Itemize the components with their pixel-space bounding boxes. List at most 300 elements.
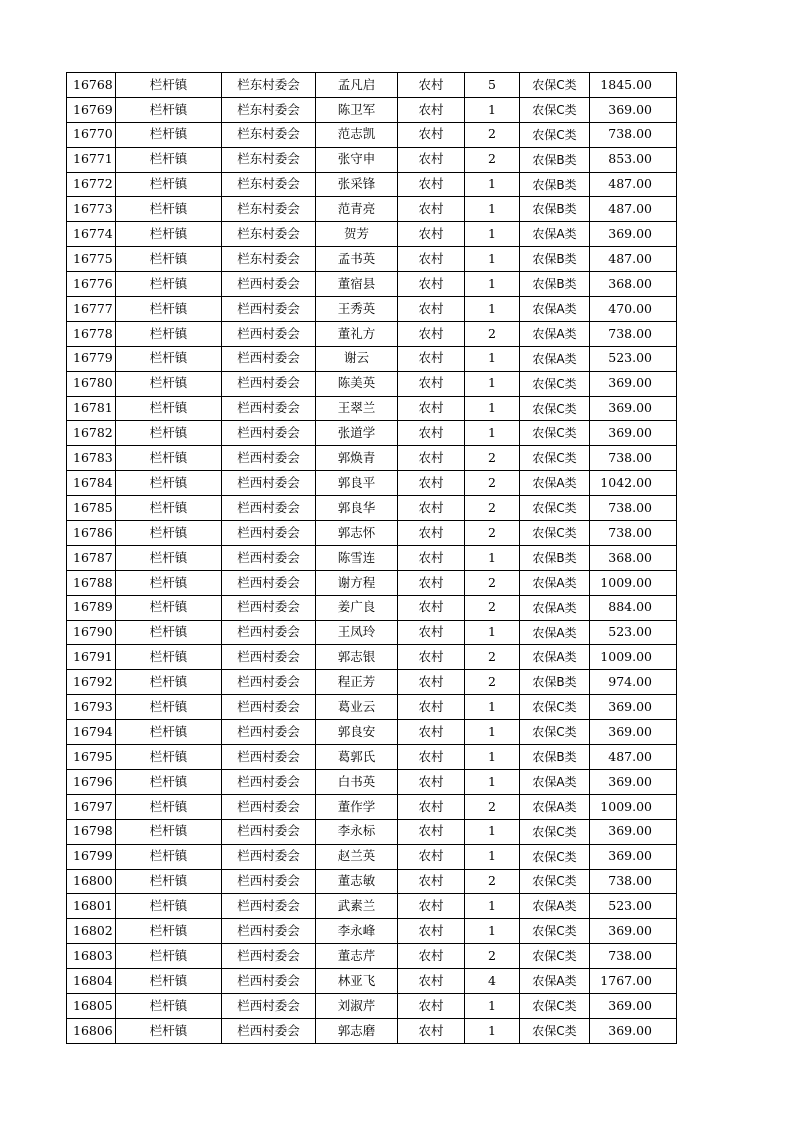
table-row	[67, 421, 677, 446]
amount-cell: 369.00	[590, 919, 677, 944]
insurance-category-cell: 农保C类	[520, 396, 590, 421]
town-cell: 栏杆镇	[116, 122, 222, 147]
table-row	[67, 97, 677, 122]
amount-cell: 369.00	[590, 1018, 677, 1043]
insurance-category-cell: 农保C类	[520, 421, 590, 446]
town-cell: 栏杆镇	[116, 247, 222, 272]
record-id-cell: 16770	[67, 122, 116, 147]
household-count-cell: 2	[465, 794, 520, 819]
amount-cell: 369.00	[590, 695, 677, 720]
area-type-cell: 农村	[398, 172, 465, 197]
town-cell: 栏杆镇	[116, 272, 222, 297]
person-name-cell: 刘淑芹	[316, 993, 398, 1018]
insurance-category-cell: 农保A类	[520, 645, 590, 670]
area-type-cell: 农村	[398, 321, 465, 346]
record-id-cell: 16803	[67, 944, 116, 969]
village-committee-cell: 栏西村委会	[222, 446, 316, 471]
amount-cell: 853.00	[590, 147, 677, 172]
table-row	[67, 73, 677, 98]
insurance-category-cell: 农保C类	[520, 844, 590, 869]
insurance-category-cell: 农保B类	[520, 197, 590, 222]
record-id-cell: 16788	[67, 570, 116, 595]
amount-cell: 369.00	[590, 396, 677, 421]
insurance-category-cell: 农保A类	[520, 620, 590, 645]
person-name-cell: 郭志怀	[316, 521, 398, 546]
insurance-category-cell: 农保B类	[520, 545, 590, 570]
person-name-cell: 董志敏	[316, 869, 398, 894]
amount-cell: 523.00	[590, 894, 677, 919]
insurance-category-cell: 农保C类	[520, 1018, 590, 1043]
table-row	[67, 446, 677, 471]
person-name-cell: 董作学	[316, 794, 398, 819]
town-cell: 栏杆镇	[116, 695, 222, 720]
person-name-cell: 郭良华	[316, 496, 398, 521]
town-cell: 栏杆镇	[116, 919, 222, 944]
household-count-cell: 2	[465, 471, 520, 496]
person-name-cell: 白书英	[316, 769, 398, 794]
town-cell: 栏杆镇	[116, 521, 222, 546]
amount-cell: 369.00	[590, 371, 677, 396]
town-cell: 栏杆镇	[116, 745, 222, 770]
person-name-cell: 谢方程	[316, 570, 398, 595]
amount-cell: 1845.00	[590, 73, 677, 98]
record-id-cell: 16772	[67, 172, 116, 197]
household-count-cell: 4	[465, 969, 520, 994]
village-committee-cell: 栏西村委会	[222, 396, 316, 421]
village-committee-cell: 栏东村委会	[222, 247, 316, 272]
record-id-cell: 16800	[67, 869, 116, 894]
record-id-cell: 16791	[67, 645, 116, 670]
household-count-cell: 2	[465, 521, 520, 546]
person-name-cell: 董礼方	[316, 321, 398, 346]
table-row	[67, 869, 677, 894]
village-committee-cell: 栏西村委会	[222, 471, 316, 496]
town-cell: 栏杆镇	[116, 297, 222, 322]
town-cell: 栏杆镇	[116, 645, 222, 670]
village-committee-cell: 栏西村委会	[222, 769, 316, 794]
record-id-cell: 16799	[67, 844, 116, 869]
amount-cell: 1767.00	[590, 969, 677, 994]
record-id-cell: 16769	[67, 97, 116, 122]
area-type-cell: 农村	[398, 471, 465, 496]
household-count-cell: 1	[465, 745, 520, 770]
area-type-cell: 农村	[398, 222, 465, 247]
insurance-category-cell: 农保A类	[520, 794, 590, 819]
amount-cell: 1042.00	[590, 471, 677, 496]
village-committee-cell: 栏西村委会	[222, 496, 316, 521]
person-name-cell: 郭焕青	[316, 446, 398, 471]
person-name-cell: 孟凡启	[316, 73, 398, 98]
record-id-cell: 16795	[67, 745, 116, 770]
table-row	[67, 919, 677, 944]
amount-cell: 523.00	[590, 620, 677, 645]
table-row	[67, 545, 677, 570]
table-row	[67, 720, 677, 745]
area-type-cell: 农村	[398, 993, 465, 1018]
town-cell: 栏杆镇	[116, 396, 222, 421]
record-id-cell: 16787	[67, 545, 116, 570]
household-count-cell: 5	[465, 73, 520, 98]
insurance-category-cell: 农保A类	[520, 321, 590, 346]
town-cell: 栏杆镇	[116, 769, 222, 794]
area-type-cell: 农村	[398, 919, 465, 944]
village-committee-cell: 栏西村委会	[222, 745, 316, 770]
area-type-cell: 农村	[398, 421, 465, 446]
village-committee-cell: 栏西村委会	[222, 545, 316, 570]
table-row	[67, 371, 677, 396]
village-committee-cell: 栏西村委会	[222, 297, 316, 322]
town-cell: 栏杆镇	[116, 496, 222, 521]
area-type-cell: 农村	[398, 894, 465, 919]
area-type-cell: 农村	[398, 620, 465, 645]
amount-cell: 369.00	[590, 844, 677, 869]
area-type-cell: 农村	[398, 272, 465, 297]
village-committee-cell: 栏西村委会	[222, 595, 316, 620]
record-id-cell: 16773	[67, 197, 116, 222]
record-id-cell: 16797	[67, 794, 116, 819]
village-committee-cell: 栏西村委会	[222, 819, 316, 844]
record-id-cell: 16778	[67, 321, 116, 346]
household-count-cell: 2	[465, 321, 520, 346]
person-name-cell: 贺芳	[316, 222, 398, 247]
village-committee-cell: 栏东村委会	[222, 172, 316, 197]
record-id-cell: 16771	[67, 147, 116, 172]
household-count-cell: 1	[465, 272, 520, 297]
person-name-cell: 葛业云	[316, 695, 398, 720]
insurance-category-cell: 农保A类	[520, 471, 590, 496]
amount-cell: 369.00	[590, 421, 677, 446]
insurance-category-cell: 农保B类	[520, 247, 590, 272]
amount-cell: 738.00	[590, 521, 677, 546]
area-type-cell: 农村	[398, 869, 465, 894]
household-count-cell: 1	[465, 769, 520, 794]
town-cell: 栏杆镇	[116, 172, 222, 197]
person-name-cell: 葛郭氏	[316, 745, 398, 770]
area-type-cell: 农村	[398, 745, 465, 770]
household-count-cell: 1	[465, 894, 520, 919]
amount-cell: 1009.00	[590, 794, 677, 819]
person-name-cell: 郭良平	[316, 471, 398, 496]
area-type-cell: 农村	[398, 769, 465, 794]
amount-cell: 369.00	[590, 720, 677, 745]
area-type-cell: 农村	[398, 122, 465, 147]
table-row	[67, 496, 677, 521]
person-name-cell: 谢云	[316, 346, 398, 371]
insurance-category-cell: 农保A类	[520, 969, 590, 994]
person-name-cell: 程正芳	[316, 670, 398, 695]
village-committee-cell: 栏西村委会	[222, 321, 316, 346]
village-committee-cell: 栏东村委会	[222, 222, 316, 247]
person-name-cell: 王秀英	[316, 297, 398, 322]
person-name-cell: 郭志磨	[316, 1018, 398, 1043]
household-count-cell: 2	[465, 122, 520, 147]
amount-cell: 738.00	[590, 122, 677, 147]
household-count-cell: 1	[465, 371, 520, 396]
person-name-cell: 范青亮	[316, 197, 398, 222]
town-cell: 栏杆镇	[116, 1018, 222, 1043]
area-type-cell: 农村	[398, 570, 465, 595]
record-id-cell: 16777	[67, 297, 116, 322]
table-row	[67, 122, 677, 147]
record-id-cell: 16804	[67, 969, 116, 994]
record-id-cell: 16779	[67, 346, 116, 371]
household-count-cell: 1	[465, 396, 520, 421]
town-cell: 栏杆镇	[116, 794, 222, 819]
area-type-cell: 农村	[398, 720, 465, 745]
table-row	[67, 595, 677, 620]
roster-body	[67, 73, 677, 1044]
village-committee-cell: 栏西村委会	[222, 695, 316, 720]
household-count-cell: 1	[465, 297, 520, 322]
household-count-cell: 1	[465, 172, 520, 197]
village-committee-cell: 栏西村委会	[222, 720, 316, 745]
area-type-cell: 农村	[398, 297, 465, 322]
person-name-cell: 张道学	[316, 421, 398, 446]
village-committee-cell: 栏西村委会	[222, 371, 316, 396]
village-committee-cell: 栏西村委会	[222, 969, 316, 994]
town-cell: 栏杆镇	[116, 471, 222, 496]
record-id-cell: 16782	[67, 421, 116, 446]
household-count-cell: 1	[465, 222, 520, 247]
person-name-cell: 陈雪连	[316, 545, 398, 570]
town-cell: 栏杆镇	[116, 894, 222, 919]
table-row	[67, 993, 677, 1018]
amount-cell: 487.00	[590, 745, 677, 770]
town-cell: 栏杆镇	[116, 73, 222, 98]
town-cell: 栏杆镇	[116, 321, 222, 346]
person-name-cell: 武素兰	[316, 894, 398, 919]
area-type-cell: 农村	[398, 97, 465, 122]
area-type-cell: 农村	[398, 695, 465, 720]
village-committee-cell: 栏东村委会	[222, 97, 316, 122]
village-committee-cell: 栏西村委会	[222, 570, 316, 595]
household-count-cell: 2	[465, 944, 520, 969]
table-row	[67, 197, 677, 222]
area-type-cell: 农村	[398, 819, 465, 844]
insurance-category-cell: 农保C类	[520, 919, 590, 944]
insurance-category-cell: 农保C类	[520, 993, 590, 1018]
person-name-cell: 董志芹	[316, 944, 398, 969]
record-id-cell: 16786	[67, 521, 116, 546]
insurance-category-cell: 农保C类	[520, 496, 590, 521]
amount-cell: 974.00	[590, 670, 677, 695]
area-type-cell: 农村	[398, 670, 465, 695]
amount-cell: 369.00	[590, 819, 677, 844]
record-id-cell: 16805	[67, 993, 116, 1018]
town-cell: 栏杆镇	[116, 620, 222, 645]
table-row	[67, 272, 677, 297]
household-count-cell: 2	[465, 869, 520, 894]
amount-cell: 523.00	[590, 346, 677, 371]
table-row	[67, 247, 677, 272]
record-id-cell: 16780	[67, 371, 116, 396]
record-id-cell: 16785	[67, 496, 116, 521]
table-row	[67, 819, 677, 844]
area-type-cell: 农村	[398, 371, 465, 396]
amount-cell: 738.00	[590, 321, 677, 346]
insurance-category-cell: 农保C类	[520, 720, 590, 745]
person-name-cell: 张守申	[316, 147, 398, 172]
table-row	[67, 670, 677, 695]
insurance-category-cell: 农保A类	[520, 769, 590, 794]
insurance-category-cell: 农保A类	[520, 297, 590, 322]
amount-cell: 470.00	[590, 297, 677, 322]
table-row	[67, 297, 677, 322]
table-row	[67, 794, 677, 819]
insurance-category-cell: 农保C类	[520, 371, 590, 396]
area-type-cell: 农村	[398, 346, 465, 371]
village-committee-cell: 栏东村委会	[222, 122, 316, 147]
insurance-category-cell: 农保C类	[520, 122, 590, 147]
table-row	[67, 396, 677, 421]
town-cell: 栏杆镇	[116, 944, 222, 969]
insurance-category-cell: 农保C类	[520, 869, 590, 894]
household-count-cell: 2	[465, 670, 520, 695]
area-type-cell: 农村	[398, 496, 465, 521]
table-row	[67, 620, 677, 645]
village-committee-cell: 栏西村委会	[222, 919, 316, 944]
area-type-cell: 农村	[398, 545, 465, 570]
record-id-cell: 16768	[67, 73, 116, 98]
town-cell: 栏杆镇	[116, 222, 222, 247]
amount-cell: 738.00	[590, 496, 677, 521]
amount-cell: 884.00	[590, 595, 677, 620]
household-count-cell: 1	[465, 197, 520, 222]
town-cell: 栏杆镇	[116, 720, 222, 745]
table-row	[67, 172, 677, 197]
record-id-cell: 16793	[67, 695, 116, 720]
town-cell: 栏杆镇	[116, 147, 222, 172]
insurance-category-cell: 农保B类	[520, 745, 590, 770]
amount-cell: 1009.00	[590, 570, 677, 595]
amount-cell: 368.00	[590, 272, 677, 297]
person-name-cell: 范志凯	[316, 122, 398, 147]
table-row	[67, 570, 677, 595]
household-count-cell: 2	[465, 446, 520, 471]
household-count-cell: 2	[465, 570, 520, 595]
area-type-cell: 农村	[398, 147, 465, 172]
record-id-cell: 16798	[67, 819, 116, 844]
area-type-cell: 农村	[398, 595, 465, 620]
area-type-cell: 农村	[398, 396, 465, 421]
record-id-cell: 16789	[67, 595, 116, 620]
amount-cell: 369.00	[590, 769, 677, 794]
insurance-category-cell: 农保A类	[520, 894, 590, 919]
record-id-cell: 16781	[67, 396, 116, 421]
village-committee-cell: 栏西村委会	[222, 645, 316, 670]
person-name-cell: 郭良安	[316, 720, 398, 745]
village-committee-cell: 栏西村委会	[222, 620, 316, 645]
person-name-cell: 王凤玲	[316, 620, 398, 645]
household-count-cell: 1	[465, 919, 520, 944]
village-committee-cell: 栏东村委会	[222, 197, 316, 222]
table-row	[67, 321, 677, 346]
person-name-cell: 孟书英	[316, 247, 398, 272]
household-count-cell: 1	[465, 346, 520, 371]
amount-cell: 369.00	[590, 222, 677, 247]
table-row	[67, 521, 677, 546]
person-name-cell: 姜广良	[316, 595, 398, 620]
town-cell: 栏杆镇	[116, 993, 222, 1018]
record-id-cell: 16790	[67, 620, 116, 645]
household-count-cell: 1	[465, 819, 520, 844]
amount-cell: 738.00	[590, 944, 677, 969]
insurance-category-cell: 农保C类	[520, 695, 590, 720]
household-count-cell: 2	[465, 496, 520, 521]
table-row	[67, 645, 677, 670]
household-count-cell: 2	[465, 595, 520, 620]
amount-cell: 1009.00	[590, 645, 677, 670]
person-name-cell: 郭志银	[316, 645, 398, 670]
town-cell: 栏杆镇	[116, 819, 222, 844]
household-count-cell: 2	[465, 645, 520, 670]
person-name-cell: 陈美英	[316, 371, 398, 396]
area-type-cell: 农村	[398, 794, 465, 819]
insurance-category-cell: 农保B类	[520, 272, 590, 297]
area-type-cell: 农村	[398, 645, 465, 670]
household-count-cell: 1	[465, 620, 520, 645]
village-committee-cell: 栏西村委会	[222, 869, 316, 894]
person-name-cell: 李永标	[316, 819, 398, 844]
village-committee-cell: 栏西村委会	[222, 993, 316, 1018]
insurance-category-cell: 农保C类	[520, 819, 590, 844]
town-cell: 栏杆镇	[116, 346, 222, 371]
town-cell: 栏杆镇	[116, 869, 222, 894]
area-type-cell: 农村	[398, 969, 465, 994]
table-row	[67, 222, 677, 247]
household-count-cell: 1	[465, 720, 520, 745]
area-type-cell: 农村	[398, 521, 465, 546]
village-committee-cell: 栏西村委会	[222, 944, 316, 969]
area-type-cell: 农村	[398, 197, 465, 222]
insurance-category-cell: 农保A类	[520, 570, 590, 595]
area-type-cell: 农村	[398, 247, 465, 272]
insurance-category-cell: 农保A类	[520, 222, 590, 247]
table-row	[67, 1018, 677, 1043]
amount-cell: 738.00	[590, 446, 677, 471]
village-committee-cell: 栏西村委会	[222, 844, 316, 869]
town-cell: 栏杆镇	[116, 446, 222, 471]
insurance-category-cell: 农保B类	[520, 670, 590, 695]
household-count-cell: 1	[465, 993, 520, 1018]
village-committee-cell: 栏西村委会	[222, 521, 316, 546]
town-cell: 栏杆镇	[116, 969, 222, 994]
record-id-cell: 16794	[67, 720, 116, 745]
insurance-category-cell: 农保C类	[520, 944, 590, 969]
area-type-cell: 农村	[398, 446, 465, 471]
village-committee-cell: 栏东村委会	[222, 73, 316, 98]
household-count-cell: 1	[465, 421, 520, 446]
town-cell: 栏杆镇	[116, 197, 222, 222]
town-cell: 栏杆镇	[116, 421, 222, 446]
table-row	[67, 944, 677, 969]
person-name-cell: 林亚飞	[316, 969, 398, 994]
record-id-cell: 16783	[67, 446, 116, 471]
area-type-cell: 农村	[398, 844, 465, 869]
benefit-roster-table	[66, 72, 677, 1044]
household-count-cell: 2	[465, 147, 520, 172]
record-id-cell: 16776	[67, 272, 116, 297]
table-row	[67, 346, 677, 371]
household-count-cell: 1	[465, 1018, 520, 1043]
area-type-cell: 农村	[398, 1018, 465, 1043]
household-count-cell: 1	[465, 247, 520, 272]
village-committee-cell: 栏西村委会	[222, 794, 316, 819]
village-committee-cell: 栏西村委会	[222, 670, 316, 695]
amount-cell: 738.00	[590, 869, 677, 894]
town-cell: 栏杆镇	[116, 371, 222, 396]
table-row	[67, 147, 677, 172]
